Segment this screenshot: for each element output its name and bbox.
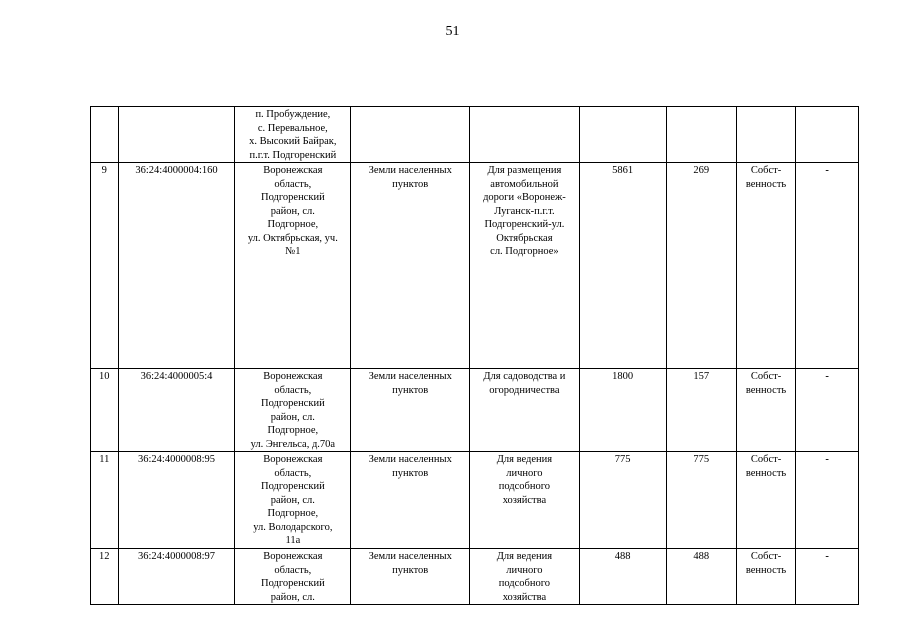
permitted-use-cell: Для ведения личного подсобного хозяйства <box>470 452 579 549</box>
row-number-cell: 12 <box>91 549 119 605</box>
permitted-use-cell: Для размещения автомобильной дороги «Воронеж- Луганск-п.г.т. Подгоренский-ул. Октябрьская сл. Подгорное» <box>470 163 579 369</box>
area-cell: 775 <box>579 452 666 549</box>
area-cell: 5861 <box>579 163 666 369</box>
area-cell <box>579 107 666 163</box>
encumbrance-cell: - <box>796 369 859 452</box>
encumbrance-cell: - <box>796 163 859 369</box>
right-type-cell: Собст- венность <box>736 452 795 549</box>
land-category-cell: Земли населенных пунктов <box>351 369 470 452</box>
value-cell: 269 <box>666 163 736 369</box>
cadastral-number-cell: 36:24:4000008:95 <box>118 452 235 549</box>
page-number: 51 <box>445 24 460 39</box>
area-cell: 488 <box>579 549 666 605</box>
cadastral-number-cell <box>118 107 235 163</box>
cadastral-number-cell: 36:24:4000004:160 <box>118 163 235 369</box>
table-row-continuation <box>91 107 859 163</box>
encumbrance-cell: - <box>796 549 859 605</box>
land-category-cell <box>351 107 470 163</box>
land-category-cell: Земли населенных пунктов <box>351 163 470 369</box>
table-row <box>91 452 859 549</box>
table-row <box>91 369 859 452</box>
row-number-cell: 9 <box>91 163 119 369</box>
right-type-cell <box>736 107 795 163</box>
cadastral-number-cell: 36:24:4000005:4 <box>118 369 235 452</box>
value-cell: 488 <box>666 549 736 605</box>
encumbrance-cell <box>796 107 859 163</box>
row-number-cell: 11 <box>91 452 119 549</box>
address-cell: Воронежская область, Подгоренский район, сл. <box>235 549 351 605</box>
right-type-cell: Собст- венность <box>736 369 795 452</box>
address-cell: Воронежская область, Подгоренский район, сл. Подгорное, ул. Володарского, 11а <box>235 452 351 549</box>
encumbrance-cell: - <box>796 452 859 549</box>
permitted-use-cell: Для ведения личного подсобного хозяйства <box>470 549 579 605</box>
value-cell: 775 <box>666 452 736 549</box>
address-cell: п. Пробуждение, с. Перевальное, х. Высокий Байрак, п.г.т. Подгоренский <box>235 107 351 163</box>
address-cell: Воронежская область, Подгоренский район, сл. Подгорное, ул. Энгельса, д.70а <box>235 369 351 452</box>
row-number-cell <box>91 107 119 163</box>
land-category-cell: Земли населенных пунктов <box>351 452 470 549</box>
table-row <box>91 549 859 605</box>
table-row <box>91 163 859 369</box>
address-cell: Воронежская область, Подгоренский район, сл. Подгорное, ул. Октябрьская, уч. №1 <box>235 163 351 369</box>
area-cell: 1800 <box>579 369 666 452</box>
right-type-cell: Собст- венность <box>736 163 795 369</box>
land-category-cell: Земли населенных пунктов <box>351 549 470 605</box>
land-registry-table <box>90 106 859 605</box>
right-type-cell: Собст- венность <box>736 549 795 605</box>
value-cell <box>666 107 736 163</box>
cadastral-number-cell: 36:24:4000008:97 <box>118 549 235 605</box>
row-number-cell: 10 <box>91 369 119 452</box>
permitted-use-cell: Для садоводства и огородничества <box>470 369 579 452</box>
permitted-use-cell <box>470 107 579 163</box>
value-cell: 157 <box>666 369 736 452</box>
